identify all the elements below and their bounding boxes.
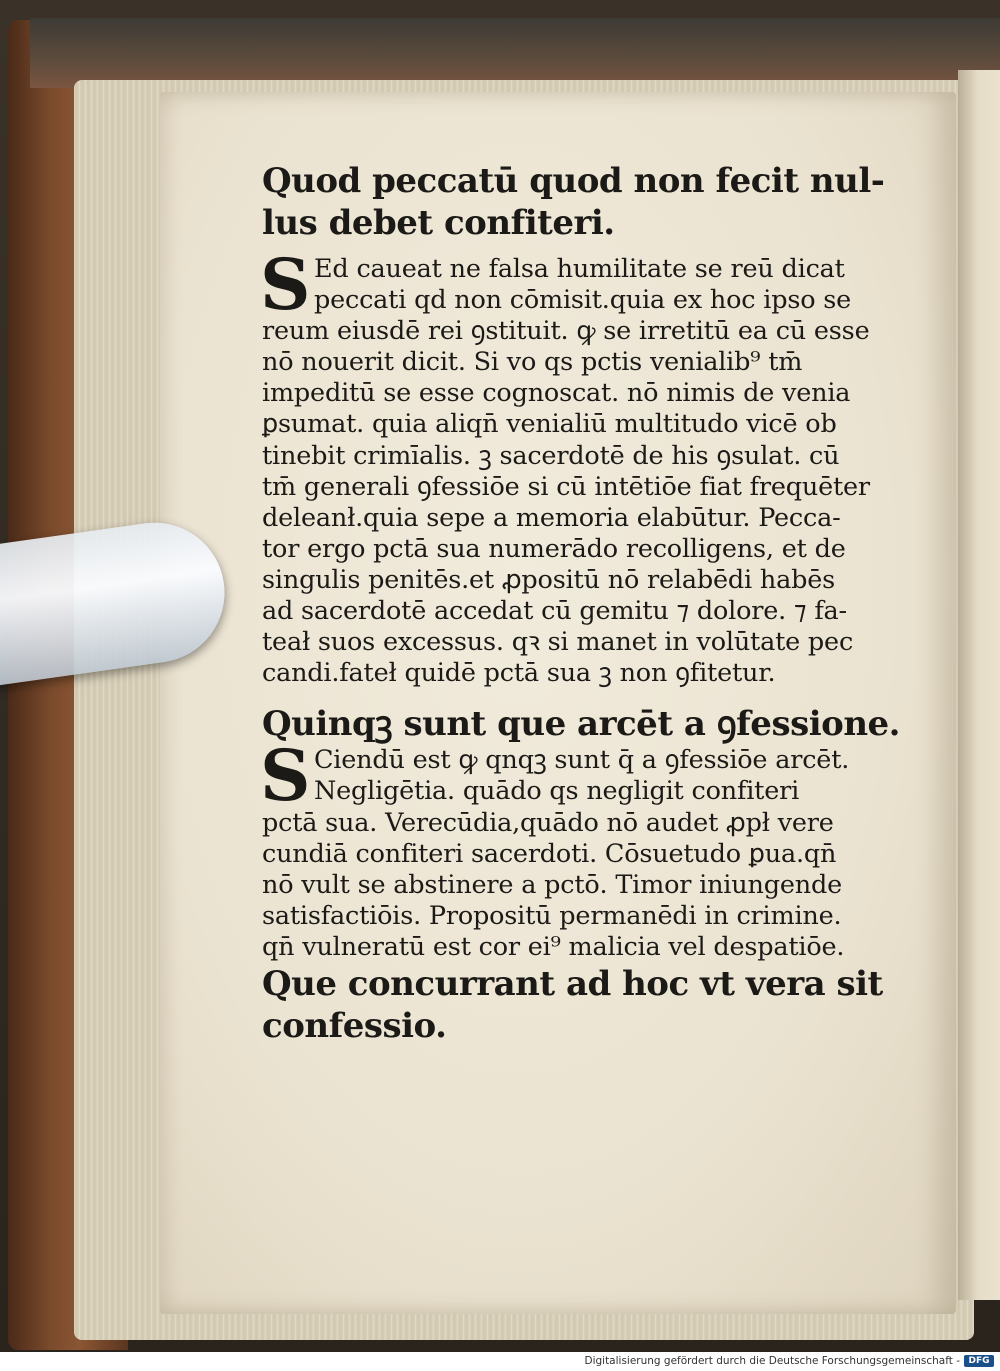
text-line: candi.fateł quidē pctā sua ꝫ non ꝯfitetur. [262, 658, 776, 689]
text-line: nō nouerit dicit. Si vo qs pctis venialib⁹ tm̄ [262, 347, 803, 378]
page-text [260, 160, 901, 1047]
heading-que-concurrant-line2: confessio. [262, 1005, 447, 1046]
text-line: ꝑsumat. quia aliqn̄ venialiū multitudo vicē ob [262, 409, 837, 440]
text-line: tm̄ generali ꝯfessiōe si cū intētiōe fiat frequēter [262, 471, 870, 502]
text-line: singulis penitēs.et ꝓpositū nō relabēdi habēs [262, 564, 835, 595]
text-line: Ed caueat ne falsa humilitate se reū dicat [314, 254, 845, 284]
text-line: cundiā confiteri sacerdoti. Cōsuetudo ꝑua.qn̄ [262, 838, 837, 869]
text-line: qn̄ vulneratū est cor ei⁹ malicia vel despatiōe. [262, 931, 845, 962]
text-line: peccati qd non cōmisit.quia ex hoc ipso se [314, 285, 852, 316]
text-line: Ciendū est ꝙ qnqꝫ sunt q̄ a ꝯfessiōe arcēt. [314, 745, 850, 776]
text-line: teał suos excessus. qꝛ si manet in volūtate pec [262, 627, 854, 658]
heading-quod-peccatum-line2: lus debet confiteri. [262, 203, 615, 243]
dfg-credit: Digitalisierung gefördert durch die Deutsche Forschungsgemeinschaft - [584, 1355, 960, 1367]
dfg-logo: DFG [964, 1355, 994, 1367]
text-line: satisfactiōis. Propositū permanēdi in crimine. [262, 900, 842, 931]
paragraph-sed-caueat [260, 243, 870, 689]
drop-capital-s: S [260, 243, 311, 326]
text-line: pctā sua. Verecūdia,quādo nō audet ꝓpł vere [262, 807, 834, 838]
book-top-edge [30, 18, 1000, 88]
facing-page-edge [958, 70, 1000, 1300]
text-line: nō vult se abstinere a pctō. Timor iniungende [262, 869, 842, 900]
heading-quod-peccatum: Quod peccatū quod non fecit nul‑ [262, 161, 885, 201]
text-line: deleanł.quia sepe a memoria elabūtur. Pecca‑ [262, 502, 841, 533]
text-line: impeditū se esse cognoscat. nō nimis de venia [262, 378, 851, 409]
text-line: ad sacerdotē accedat cū gemitu ⁊ dolore. ⁊ fa‑ [262, 596, 847, 627]
drop-capital-s: S [260, 734, 311, 818]
heading-que-concurrant: Que concurrant ad hoc vt vera sit [262, 963, 883, 1004]
paragraph-sciendum [260, 734, 862, 963]
text-line: tor ergo pctā sua numerādo recolligens, et de [262, 533, 846, 564]
footer-bar [0, 1352, 1000, 1371]
text-line: tinebit crimīalis. ꝫ sacerdotē de his ꝯsulat. cū [262, 440, 840, 471]
text-line: reum eiusdē rei ꝯstituit. ꝙ se irretitū ea cū esse [262, 316, 870, 347]
text-line: Negligētia. quādo qs negligit confiteri [314, 776, 800, 807]
heading-quinque-sunt: Quinqꝫ sunt que arcēt a ꝯfessione. [262, 704, 901, 745]
